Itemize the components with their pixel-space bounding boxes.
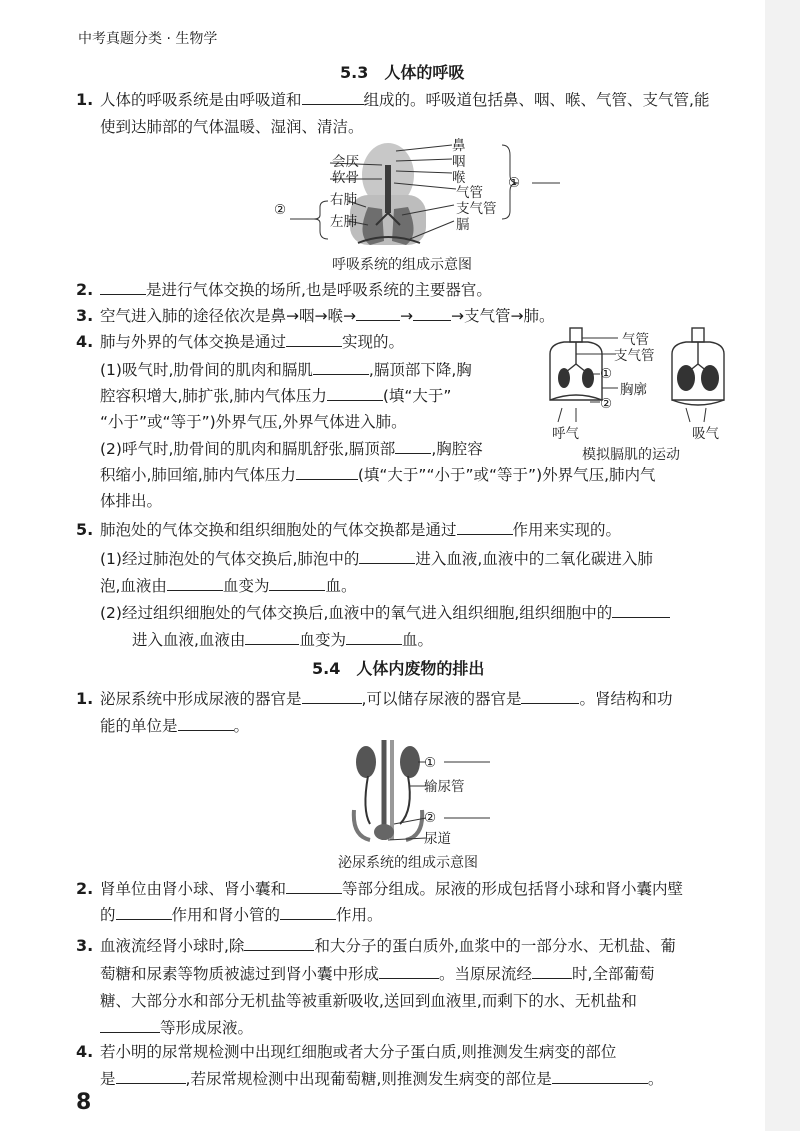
q5-p2-line2: 进入血液,血液由 血变为 血。: [100, 628, 433, 652]
page-number: 8: [76, 1090, 92, 1115]
s54-q3-line1: 血液流经肾小球时,除 和大分子的蛋白质外,血浆中的一部分水、无机盐、葡: [100, 934, 676, 958]
q4-p1-line3: “小于”或“等于”)外界气压,外界气体进入肺。: [100, 413, 407, 431]
answer-blank[interactable]: [296, 463, 358, 480]
label-exhale: 吸气: [692, 426, 719, 442]
answer-blank[interactable]: [521, 687, 579, 704]
q4-p1-line1: (1)吸气时,肋骨间的肌肉和膈肌 ,膈顶部下降,胸: [100, 358, 472, 382]
q4-p2-line3: 体排出。: [100, 492, 163, 510]
q5-p2-line1: (2)经过组织细胞处的气体交换后,血液中的氧气进入组织细胞,组织细胞中的: [100, 601, 670, 625]
q3-line: 空气进入肺的途径依次是鼻→咽→喉→ → →支气管→肺。: [100, 304, 554, 328]
section-title-5-4: 5.4 人体内废物的排出: [312, 659, 485, 678]
answer-blank[interactable]: [286, 330, 342, 347]
answer-blank[interactable]: [532, 962, 572, 979]
label-pharynx: 咽: [452, 154, 466, 170]
label-urethra: 尿道: [424, 831, 451, 847]
q2-number: 2.: [76, 280, 94, 299]
label-thorax: 胸廓: [620, 382, 647, 398]
answer-blank[interactable]: [286, 877, 342, 894]
answer-blank[interactable]: [244, 934, 314, 951]
q5-number: 5.: [76, 520, 94, 539]
label-epiglottis: 会厌: [332, 154, 359, 170]
label-bronchus: 支气管: [456, 201, 497, 217]
q5-p1-line2: 泡,血液由 血变为 血。: [100, 574, 356, 598]
answer-blank[interactable]: [178, 714, 234, 731]
label-bronchus-2: 支气管: [614, 348, 655, 364]
q4-number: 4.: [76, 332, 94, 351]
answer-blank[interactable]: [457, 518, 513, 535]
respiratory-system-figure: [270, 135, 570, 247]
s54-q4-line2: 是 ,若尿常规检测中出现葡萄糖,则推测发生病变的部位是 。: [100, 1067, 663, 1091]
q4-p1-line2: 腔容积增大,肺扩张,肺内气体压力 (填“大于”: [100, 384, 451, 408]
q3-number: 3.: [76, 306, 94, 325]
q2-line: 是进行气体交换的场所,也是呼吸系统的主要器官。: [100, 278, 492, 302]
s54-q2-number: 2.: [76, 879, 94, 898]
answer-blank[interactable]: [302, 687, 362, 704]
s54-q1-line2: 能的单位是 。: [100, 714, 249, 738]
header-subject: 中考真题分类 · 生物学: [78, 31, 218, 47]
answer-blank[interactable]: [116, 1067, 186, 1084]
label-trachea: 气管: [456, 185, 483, 201]
answer-blank[interactable]: [346, 628, 402, 645]
label-fig3-blank-1: ①: [424, 755, 437, 771]
q1-line1: 人体的呼吸系统是由呼吸道和 组成的。呼吸道包括鼻、咽、喉、气管、支气管,能: [100, 88, 709, 112]
answer-blank[interactable]: [269, 574, 325, 591]
label-larynx: 喉: [452, 170, 466, 186]
q5-line1: 肺泡处的气体交换和组织细胞处的气体交换都是通过 作用来实现的。: [100, 518, 621, 542]
s54-q4-number: 4.: [76, 1042, 94, 1061]
answer-blank[interactable]: [100, 1016, 160, 1033]
s54-q1-line1: 泌尿系统中形成尿液的器官是 ,可以储存尿液的器官是 。肾结构和功: [100, 687, 672, 711]
label-fig2-blank-2: ②: [600, 396, 613, 412]
answer-blank[interactable]: [552, 1067, 648, 1084]
label-trachea-2: 气管: [622, 332, 649, 348]
s54-q3-line3: 糖、大部分水和部分无机盐等被重新吸收,送回到血液里,而剩下的水、无机盐和: [100, 992, 637, 1010]
answer-blank[interactable]: [612, 601, 670, 618]
s54-q2-line2: 的 作用和肾小管的 作用。: [100, 903, 383, 927]
label-fig2-blank-1: ①: [600, 366, 613, 382]
answer-blank[interactable]: [379, 962, 439, 979]
answer-blank[interactable]: [395, 437, 431, 454]
answer-blank[interactable]: [116, 903, 172, 920]
fig1-caption: 呼吸系统的组成示意图: [332, 257, 472, 273]
label-inhale: 呼气: [552, 426, 579, 442]
label-cartilage: 软骨: [332, 170, 359, 186]
label-fig3-blank-2: ②: [424, 810, 437, 826]
label-ureter: 输尿管: [424, 779, 465, 795]
q4-p2-line1: (2)呼气时,肋骨间的肌肉和膈肌舒张,膈顶部 ,胸腔容: [100, 437, 483, 461]
urinary-system-figure: [340, 740, 500, 844]
s54-q3-line4: 等形成尿液。: [100, 1016, 253, 1040]
answer-blank[interactable]: [245, 628, 299, 645]
s54-q3-number: 3.: [76, 936, 94, 955]
answer-blank[interactable]: [167, 574, 223, 591]
label-right-lung: 右肺: [330, 192, 357, 208]
page-edge-shadow: [765, 0, 800, 1131]
s54-q1-number: 1.: [76, 689, 94, 708]
label-diaphragm: 膈: [456, 217, 470, 233]
label-nose: 鼻: [452, 138, 466, 154]
answer-blank[interactable]: [327, 384, 383, 401]
fig2-caption: 模拟膈肌的运动: [582, 447, 680, 463]
label-blank-2: ②: [274, 202, 287, 218]
q1-number: 1.: [76, 90, 94, 109]
answer-blank[interactable]: [100, 278, 146, 295]
answer-blank[interactable]: [356, 304, 400, 321]
answer-blank[interactable]: [302, 88, 364, 105]
s54-q3-line2: 萄糖和尿素等物质被滤过到肾小囊中形成 。当原尿流经 时,全部葡萄: [100, 962, 654, 986]
q1-line2: 使到达肺部的气体温暖、湿润、清洁。: [100, 118, 364, 136]
s54-q2-line1: 肾单位由肾小球、肾小囊和 等部分组成。尿液的形成包括肾小球和肾小囊内壁: [100, 877, 683, 901]
answer-blank[interactable]: [413, 304, 451, 321]
q4-intro: 肺与外界的气体交换是通过 实现的。: [100, 330, 404, 354]
q5-p1-line1: (1)经过肺泡处的气体交换后,肺泡中的 进入血液,血液中的二氧化碳进入肺: [100, 547, 653, 571]
answer-blank[interactable]: [313, 358, 369, 375]
answer-blank[interactable]: [359, 547, 415, 564]
q4-p2-line2: 积缩小,肺回缩,肺内气体压力 (填“大于”“小于”或“等于”)外界气压,肺内气: [100, 463, 656, 487]
label-left-lung: 左肺: [330, 214, 357, 230]
s54-q4-line1: 若小明的尿常规检测中出现红细胞或者大分子蛋白质,则推测发生病变的部位: [100, 1043, 617, 1061]
label-blank-1: ①: [508, 175, 521, 191]
fig3-caption: 泌尿系统的组成示意图: [338, 855, 478, 871]
section-title-5-3: 5.3 人体的呼吸: [340, 63, 465, 82]
answer-blank[interactable]: [280, 903, 336, 920]
